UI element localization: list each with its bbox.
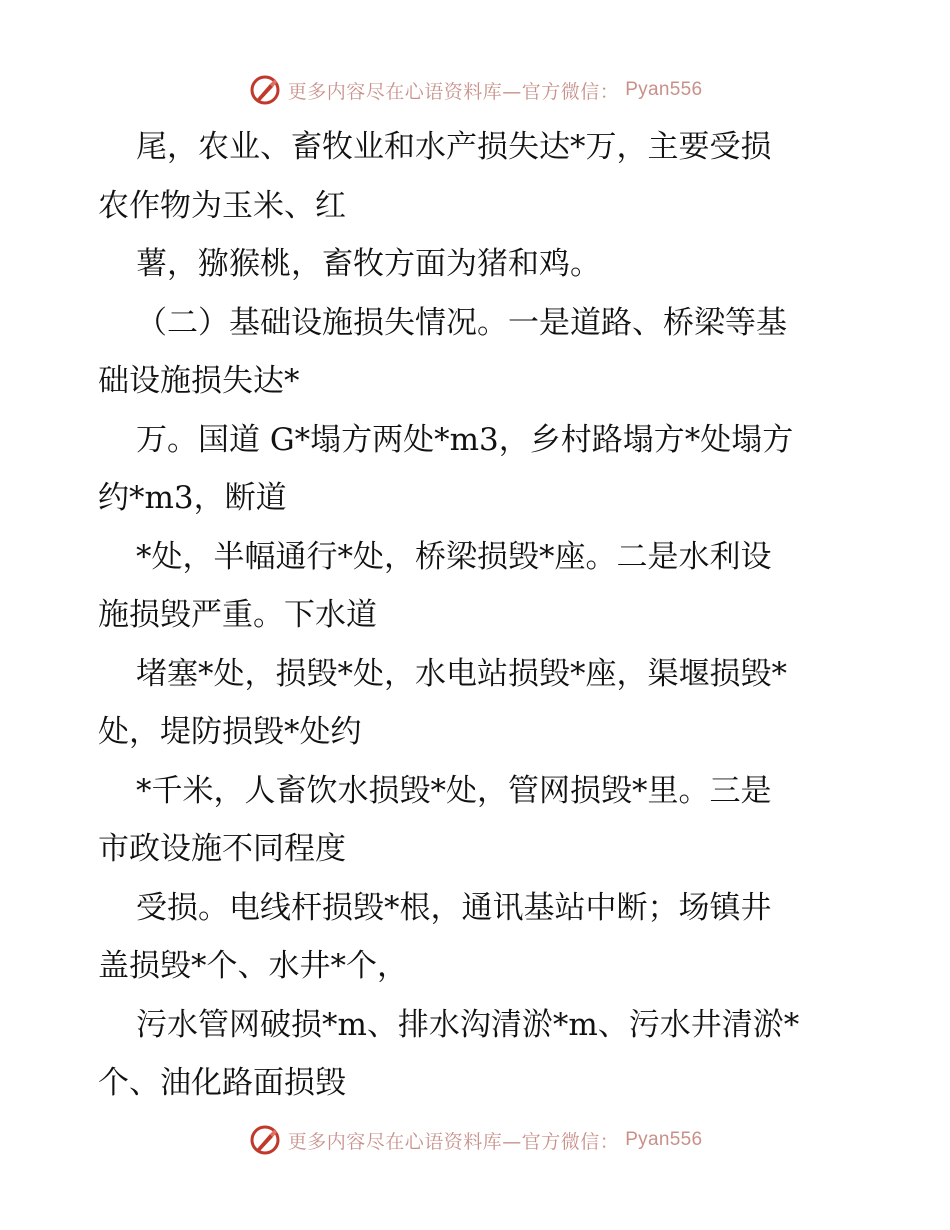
- text-line: 处，堤防损毁*处约: [98, 714, 362, 750]
- pen-logo-icon: [248, 73, 282, 107]
- text-line: 个、油化路面损毁: [98, 1065, 346, 1101]
- watermark-wechat-id: Pyan556: [625, 79, 703, 100]
- text-line: （二）基础设施损失情况。一是道路、桥梁等基: [136, 304, 787, 341]
- text-line: 堵塞*处，损毁*处，水电站损毁*座，渠堰损毁*: [136, 655, 787, 692]
- watermark-text: 更多内容尽在心语资料库—官方微信：: [287, 1130, 620, 1153]
- text-line: 约*m3，断道: [98, 480, 287, 516]
- watermark-wechat-id: Pyan556: [625, 1129, 703, 1150]
- pen-logo-icon: [248, 1123, 282, 1157]
- watermark-footer: [0, 1120, 950, 1160]
- text-line: 污水管网破损*m、排水沟清淤*m、污水井清淤*: [136, 1006, 800, 1043]
- text-line: 农作物为玉米、红: [98, 187, 346, 224]
- text-line: 盖损毁*个、水井*个，: [98, 948, 408, 984]
- text-line: 施损毁严重。下水道: [98, 597, 377, 633]
- text-line: 础设施损失达*: [98, 363, 300, 399]
- text-line: *千米，人畜饮水损毁*处，管网损毁*里。三是: [136, 772, 772, 809]
- document-body: [98, 118, 858, 1113]
- text-line: 薯，猕猴桃，畜牧方面为猪和鸡。: [136, 246, 601, 282]
- text-line: 市政设施不同程度: [98, 831, 346, 867]
- text-line: 尾，农业、畜牧业和水产损失达*万，主要受损: [136, 129, 772, 165]
- watermark-header: [0, 70, 950, 110]
- text-line: 万。国道 G*塌方两处*m3，乡村路塌方*处塌方: [136, 421, 794, 458]
- watermark-text: 更多内容尽在心语资料库—官方微信：: [287, 80, 620, 103]
- text-line: *处，半幅通行*处，桥梁损毁*座。二是水利设: [136, 538, 772, 575]
- text-line: 受损。电线杆损毁*根，通讯基站中断；场镇井: [136, 889, 772, 926]
